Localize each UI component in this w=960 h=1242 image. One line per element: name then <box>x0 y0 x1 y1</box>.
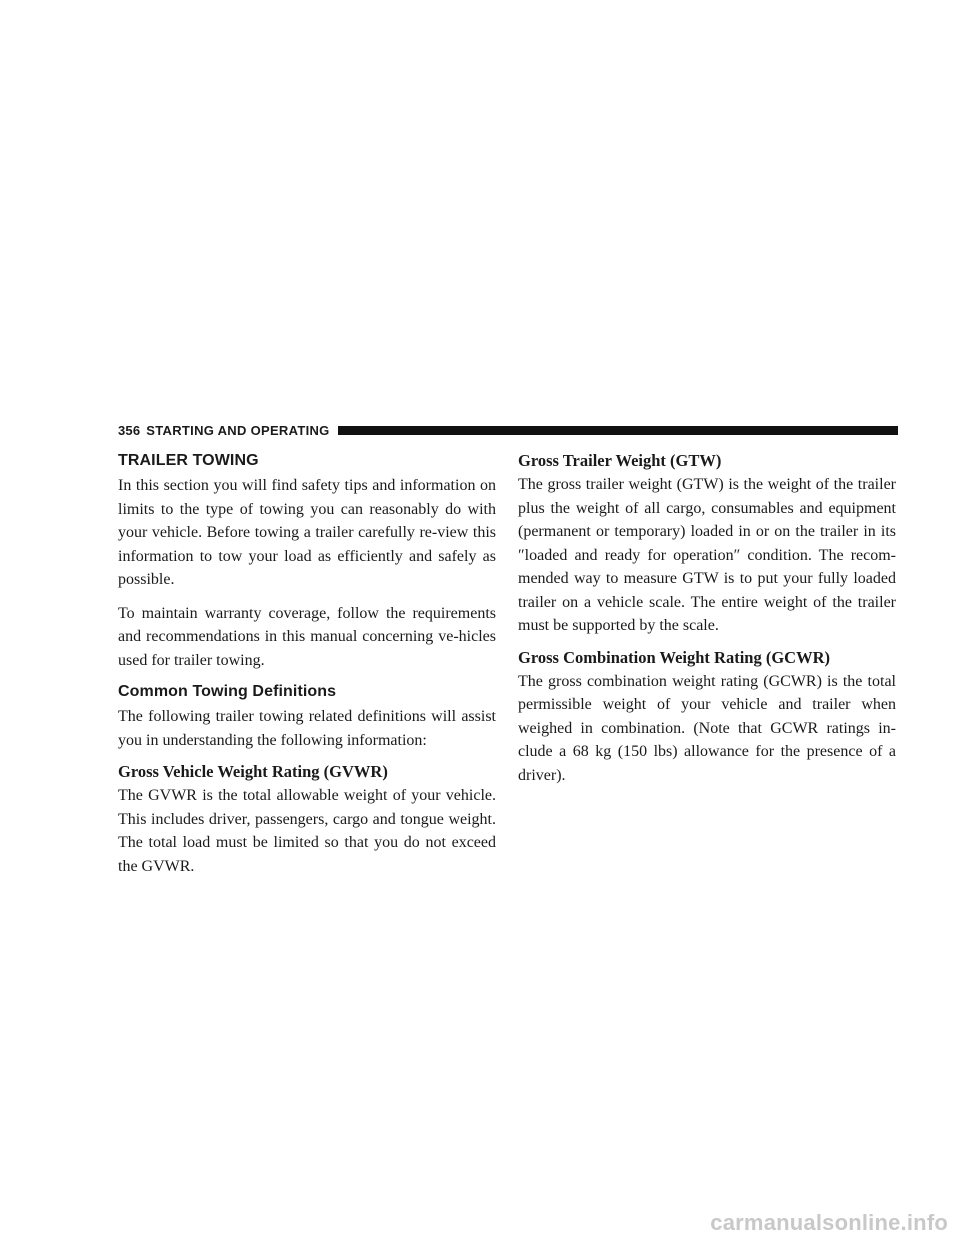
intro-paragraph: In this section you will find safety tips and information on limits to the type of towing you can reasonably do with your vehicle. Before towing a trailer carefully re-view this information to tow your load as efficiently and safely as possible. <box>118 477 496 588</box>
left-column <box>118 451 496 888</box>
definitions-heading: Common Towing Definitions <box>118 683 337 700</box>
section-title: TRAILER TOWING <box>118 452 259 469</box>
gvwr-paragraph: The GVWR is the total allowable weight of your vehicle. This includes driver, passengers, cargo and tongue weight. The total load must be limited so that you do not exceed the GVWR. <box>118 787 496 875</box>
header-rule <box>338 426 898 435</box>
gcwr-paragraph: The gross combination weight rating (GCWR) is the total permissible weight of your vehicle and trailer when weighed in combination. (Note that GCWR ratings in-clude a 68 kg (150 lbs) allowance for the presence of a driver). <box>518 672 896 784</box>
gvwr-heading: Gross Vehicle Weight Rating (GVWR) <box>118 762 388 781</box>
warranty-paragraph: To maintain warranty coverage, follow the requirements and recommendations in this manual concerning ve-hicles used for trailer towing. <box>118 604 496 669</box>
gtw-heading: Gross Trailer Weight (GTW) <box>518 451 722 470</box>
page-header <box>118 421 898 439</box>
section-name: STARTING AND OPERATING <box>146 422 330 438</box>
gcwr-heading: Gross Combination Weight Rating (GCWR) <box>518 647 831 667</box>
watermark-text: carmanualsonline.info <box>710 1210 948 1235</box>
page-number: 356 <box>118 422 141 438</box>
right-column <box>518 451 896 797</box>
definitions-intro: The following trailer towing related definitions will assist you in understanding the following information: <box>118 708 496 749</box>
gtw-paragraph: The gross trailer weight (GTW) is the weight of the trailer plus the weight of all cargo, consumables and equipment (permanent or temporary) loaded in or on the trailer in its ″loaded and ready for operation″ condition. The recom-mended way to measure GTW is to put your fully loaded trailer on a vehicle scale. The entire weight of the trailer must be supported by the scale. <box>518 476 896 634</box>
